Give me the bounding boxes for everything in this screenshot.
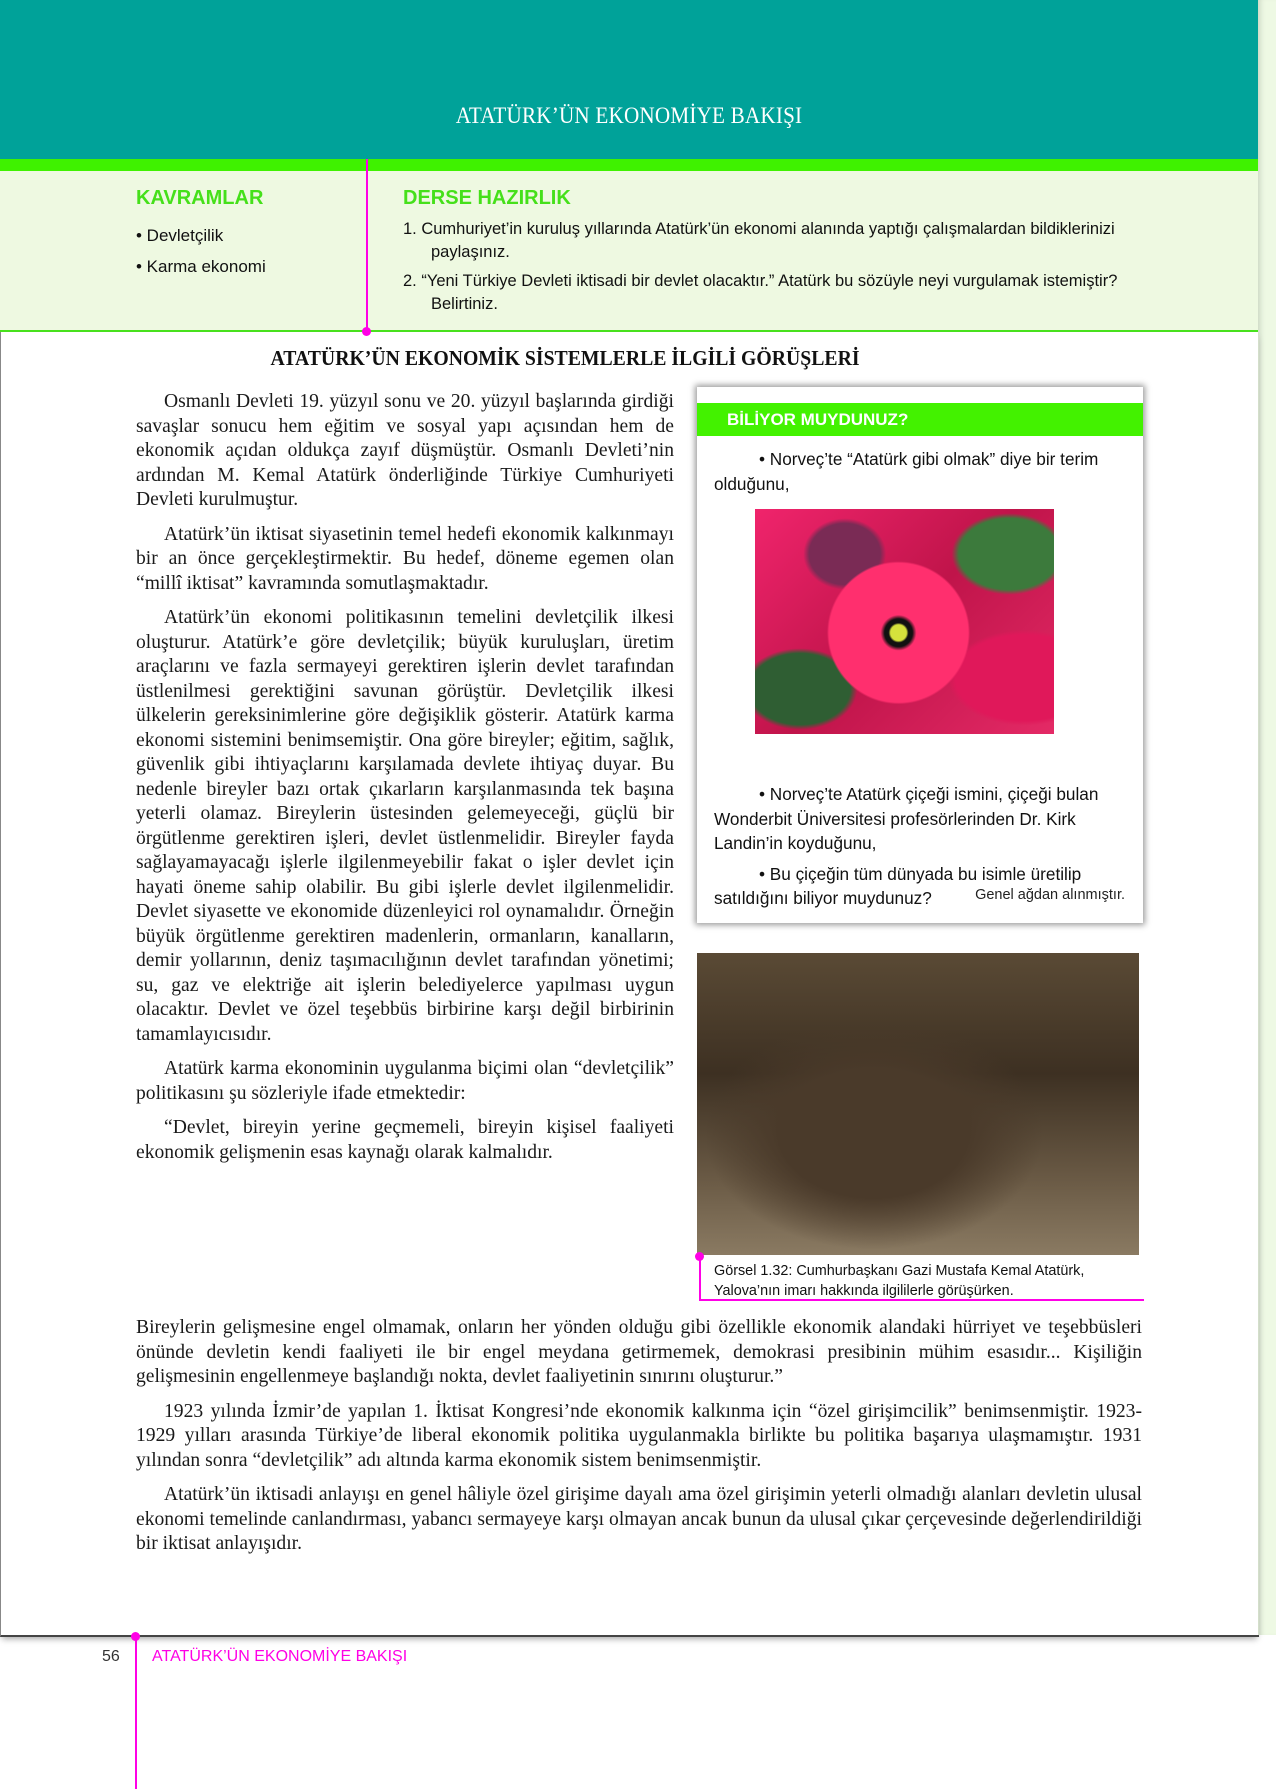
magenta-divider [366, 159, 368, 332]
paragraph: Atatürk’ün iktisadi anlayışı en genel hâliyle özel girişime dayalı ama özel girişimin yeterli olmadığı alanları devletin ulusal ekonomi temelinde canlandırması, yabancı sermayeye karşı olmayan ancak bunun da ulusal çıkar çerçevesinde değerlendirildiği bir iktisat anlayışıdır. [136, 1484, 1142, 1554]
chapter-title: ATATÜRK’ÜN EKONOMİYE BAKIŞI [455, 103, 803, 128]
paragraph: Atatürk’ün iktisat siyasetinin temel hedefi ekonomik kalkınmayı bir an önce gerçekleştirmektir. Bu hedef, döneme egemen olan “millî iktisat” kavramında somutlaşmaktadır. [136, 523, 674, 594]
kavramlar-list [136, 220, 266, 282]
kavram-item: • Karma ekonomi [136, 257, 266, 276]
page-edge-strip [1258, 0, 1276, 1635]
figure-caption: Görsel 1.32: Cumhurbaşkanı Gazi Mustafa Kemal Atatürk, Yalova’nın imarı hakkında ilgililerle görüşürken. [714, 1263, 1085, 1299]
info-bullet: • Norveç’te Atatürk çiçeği ismini, çiçeği bulan Wonderbit Üniversitesi profesörlerinden Dr. Kirk Landin’in koyduğunu, [714, 784, 1099, 853]
paragraph: 1923 yılında İzmir’de yapılan 1. İktisat Kongresi’nde ekonomik kalkınma için “özel girişimcilik” benimsenmiştir. 1923-1929 yılları arasında Türkiye’de liberal ekonomik politika uygulanmakla birlikte bu politika başarıya ulaşmamıştır. 1931 yılından sonra “devletçilik” adı altında karma ekonomik sistem benimsenmiştir. [136, 1400, 1142, 1471]
magenta-dot [131, 1632, 140, 1641]
green-accent-bar [0, 159, 1258, 171]
magenta-dot [695, 1252, 704, 1261]
derse-hazirlik-questions [403, 218, 1173, 322]
paragraph: Atatürk karma ekonominin uygulanma biçimi olan “devletçilik” politikasını şu sözleriyle ifade etmektedir: [136, 1058, 674, 1104]
did-you-know-box [697, 387, 1143, 923]
kavram-item: • Devletçilik [136, 226, 224, 245]
historical-photo [697, 953, 1139, 1255]
footer-divider [135, 1636, 137, 1789]
running-title: ATATÜRK’ÜN EKONOMİYE BAKIŞI [152, 1648, 408, 1665]
did-you-know-title: BİLİYOR MUYDUNUZ? [697, 403, 1143, 436]
poinsettia-image [755, 509, 1054, 734]
derse-hazirlik-title: DERSE HAZIRLIK [403, 187, 571, 209]
quote-continuation: Bireylerin gelişmesine engel olmamak, onların her yönden olduğu gibi özellikle ekonomik alandaki hürriyet ve teşebbüsleri önünde devletin kendi faaliyeti ile bir engel meydana getirmemek, demokrasi presibinin mühim esasıdır... Kişiliğin gelişmesinin engellenmeye başlandığı nokta, devlet faaliyetinin sınırını oluşturur.” [136, 1317, 1142, 1387]
info-bullet: • Bu çiçeğin tüm dünyada bu isimle üretilip satıldığını biliyor muydunuz? [714, 863, 1082, 908]
main-column [136, 390, 674, 1175]
paragraph: Atatürk’ün ekonomi politikasının temelini devletçilik ilkesi oluşturur. Atatürk’e göre devletçilik; büyük kuruluşları, üretim araçlarını ve fazla sermayeyi gerektiren işlerin devlet tarafından üstlenilmesi gerektiğini savunan görüştür. Devletçilik ilkesi ülkelerin gereksinimlerine göre değişiklik gösterir. Atatürk karma ekonomi sistemini benimsemiştir. Ona göre bireyler; eğitim, sağlık, güvenlik gibi ihtiyaçlarını karşılamada devlete ihtiyaç duyar. Bu nedenle bireyler bazı ortak çıkarların karşılanmasında tek başına yeterli olamaz. Bireylerin üstesinden gelemeyeceği, güçlü bir örgütlenme gerektiren işleri, devlet üstlenmelidir. Bireyler fayda sağlayamayacağı işlerle ilgilenmeyebilir fakat o işler devlet için hayati öneme sahip olabilir. Bu gibi işlerle devlet ilgilenmelidir. Devlet siyasette ve ekonomide düzenleyici rol oynamalıdır. Örneğin büyük örgütlenme gerektiren madenlerin, ormanların, kanalların, demir yollarının, deniz taşımacılığının devlet tarafından yönetimi; su, gaz ve elektriğe ait işlerin belediyelerce yapılması uygun olacaktır. Devlet ve özel teşebbüs birbirine karşı değil birbirinin tamamlayıcısıdır. [136, 607, 674, 1045]
prep-question: 1. Cumhuriyet’in kuruluş yıllarında Atatürk’ün ekonomi alanında yaptığı çalışmalardan bildiklerinizi paylaşınız. [403, 220, 1115, 261]
quote-paragraph: “Devlet, bireyin yerine geçmemeli, bireyin kişisel faaliyeti ekonomik gelişmenin esas kaynağı olarak kalmalıdır. [136, 1117, 674, 1163]
full-width-text [136, 1316, 1142, 1567]
chapter-header [0, 0, 1258, 159]
info-bullet: • Norveç’te “Atatürk gibi olmak” diye bir terim olduğunu, [714, 449, 1099, 494]
paragraph: Osmanlı Devleti 19. yüzyıl sonu ve 20. yüzyıl başlarında girdiği savaşlar sonucu hem eğitim ve sosyal yapı açısından hem de ekonomik açıdan oldukça zayıf düşmüştür. Osmanlı Devleti’nin ardından M. Kemal Atatürk önderliğinde Türkiye Cumhuriyeti Devleti kurulmuştur. [136, 391, 674, 510]
page-number: 56 [102, 1648, 120, 1665]
prep-question: 2. “Yeni Türkiye Devleti iktisadi bir devlet olacaktır.” Atatürk bu sözüyle neyi vurgulamak istemiştir? Belirtiniz. [403, 272, 1118, 313]
section-title: ATATÜRK’ÜN EKONOMİK SİSTEMLERLE İLGİLİ GÖRÜŞLERİ [270, 346, 860, 370]
kavramlar-title: KAVRAMLAR [136, 187, 264, 209]
info-source: Genel ağdan alınmıştır. [975, 887, 1125, 903]
